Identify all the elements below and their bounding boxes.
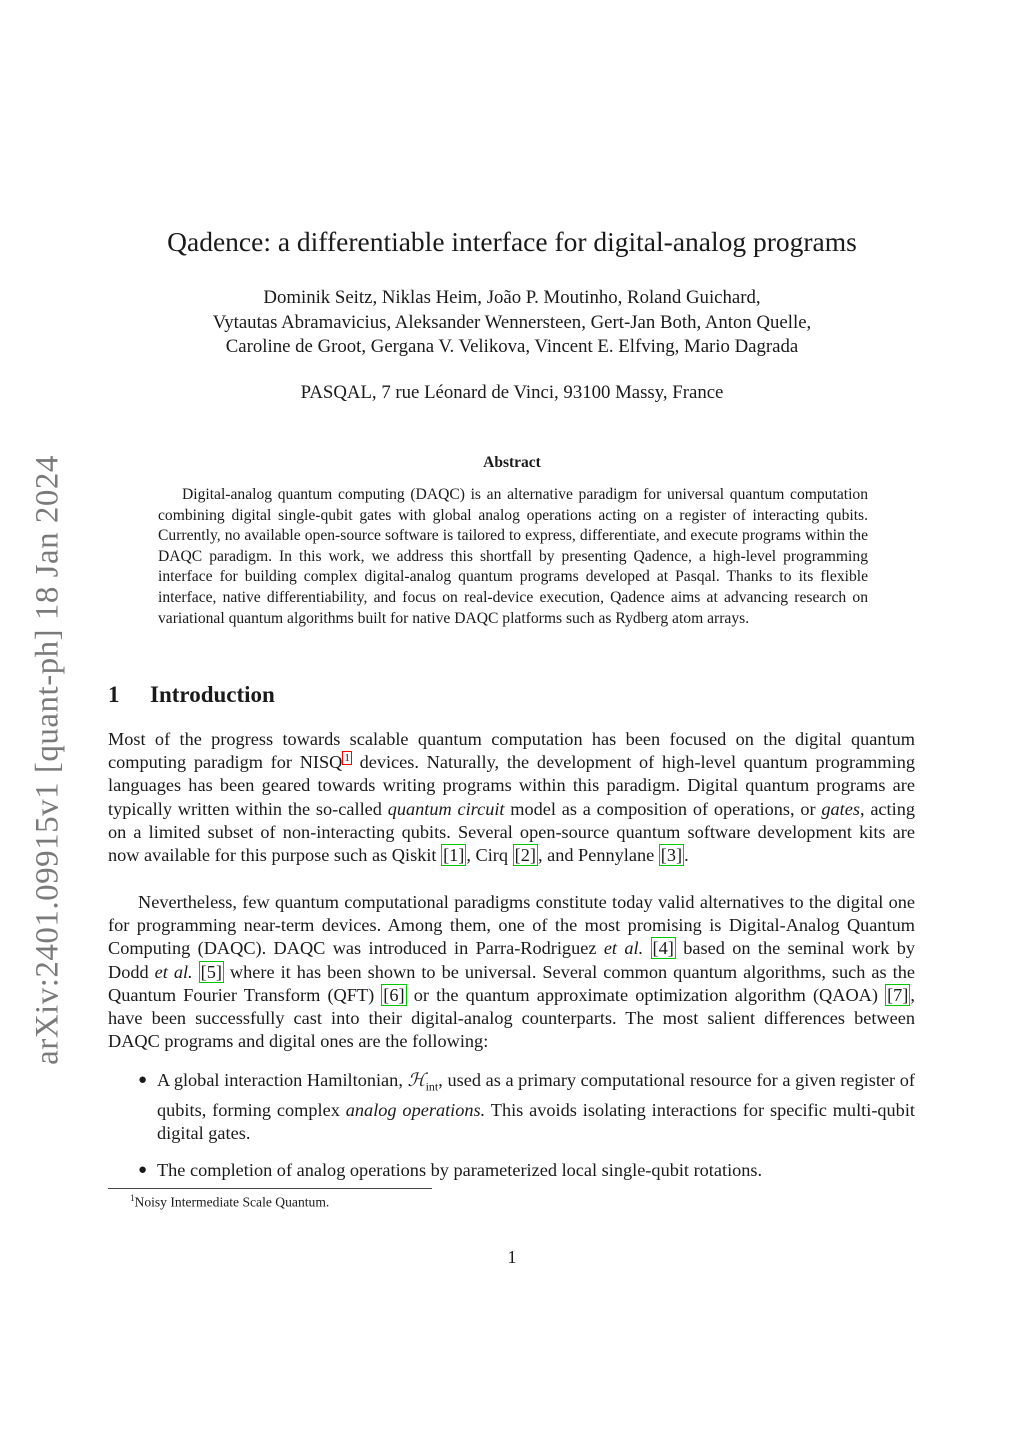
footnote: $^1$Noisy Intermediate Scale Quantum. [130,1193,330,1210]
arxiv-identifier-stamp[interactable]: arXiv:2401.09915v1 [quant-ph] 18 Jan 2024 [29,455,66,1065]
author-line: Vytautas Abramavicius, Aleksander Wennersteen, Gert-Jan Both, Anton Quelle, [212,311,812,333]
abstract-text: Digital-analog quantum computing (DAQC) is an alternative paradigm for universal quantum computation combining digital single-qubit gates with global analog operations acting on a register of interacting qubits. Currently, no available open-source software is tailored to express, differentiate, and execute programs within the DAQC paradigm. In this work, we address this shortfall by presenting Qadence, a high-level programming interface for building complex digital-analog quantum programs developed at Pasqal. Thanks to its flexible interface, native differentiability, and focus on real-device execution, Qadence aims at advancing research on variational quantum algorithms built for native DAQC platforms such as Rydberg atom arrays. [158,486,868,627]
citation-link[interactable]: [1] [443,845,465,866]
page-number: 1 [507,1247,517,1267]
footnote-divider [108,1188,432,1189]
citation-link[interactable]: [7] [887,984,909,1005]
citation-link[interactable]: [2] [514,845,536,866]
paper-title: Qadence: a differentiable interface for digital-analog programs [167,226,857,257]
intro-paragraph-1: Most of the progress towards scalable quantum computation has been focused on the digital quantum computing paradigm for NISQ $^1$ devices. Naturally, the development of high-level quantum programming languages has been geared towards writing programs within this paradigm. Digital quantum programs are typically written within the so-called quantum circuit model as a composition of operations, or gates, acting on a limited subset of non-interacting qubits. Several open-source quantum software development kits are now available for this purpose such as Qiskit [1] , Cirq [2] , and Pennylane [3] . [108,729,915,866]
citation-link[interactable]: [6] [383,984,405,1005]
section-title: Introduction [150,682,275,707]
intro-paragraph-2: Nevertheless, few quantum computational paradigms constitute today valid alternatives to the digital one for programming near-term devices. Among them, one of the most promising is Digital-Analog Quantum Computing (DAQC). DAQC was introduced in Parra-Rodriguez et al. [4] based on the seminal work by Dodd et al. [5] where it has been shown to be universal. Several common quantum algorithms, such as the Quantum Fourier Transform (QFT) [6] or the quantum approximate optimization algorithm (QAOA) [7] , have been successfully cast into their digital-analog counterparts. The most salient differences between DAQC programs and digital ones are the following: [108,892,916,1052]
affiliation: PASQAL, 7 rue Léonard de Vinci, 93100 Massy, France [300,382,724,403]
citation-link[interactable]: [3] [660,845,683,866]
list-item: ● The completion of analog operations by parameterized local single-qubit rotations. [108,1159,915,1182]
bullet-icon: ● [138,1162,148,1179]
author-line: Caroline de Groot, Gergana V. Velikova, Vincent E. Elfving, Mario Dagrada [225,336,799,357]
bullet-icon: ● [138,1072,148,1088]
citation-link[interactable]: [4] [652,938,674,959]
author-line: Dominik Seitz, Niklas Heim, João P. Moutinho, Roland Guichard, [263,287,761,308]
list-item: ● A global interaction Hamiltonian, ℋ$_{int}$, used as a primary computational resource for a given register of qubits, forming complex analog operations. This avoids isolating interactions for specific multi-qubit digital gates. [138,1070,916,1144]
section-heading [108,682,275,708]
citation-link[interactable]: [5] [200,961,222,982]
difference-list [108,1069,915,1196]
author-list [0,286,1024,360]
footnote-link[interactable]: 1 [344,752,350,765]
section-number: 1 [108,682,120,707]
abstract-heading: Abstract [483,454,541,471]
